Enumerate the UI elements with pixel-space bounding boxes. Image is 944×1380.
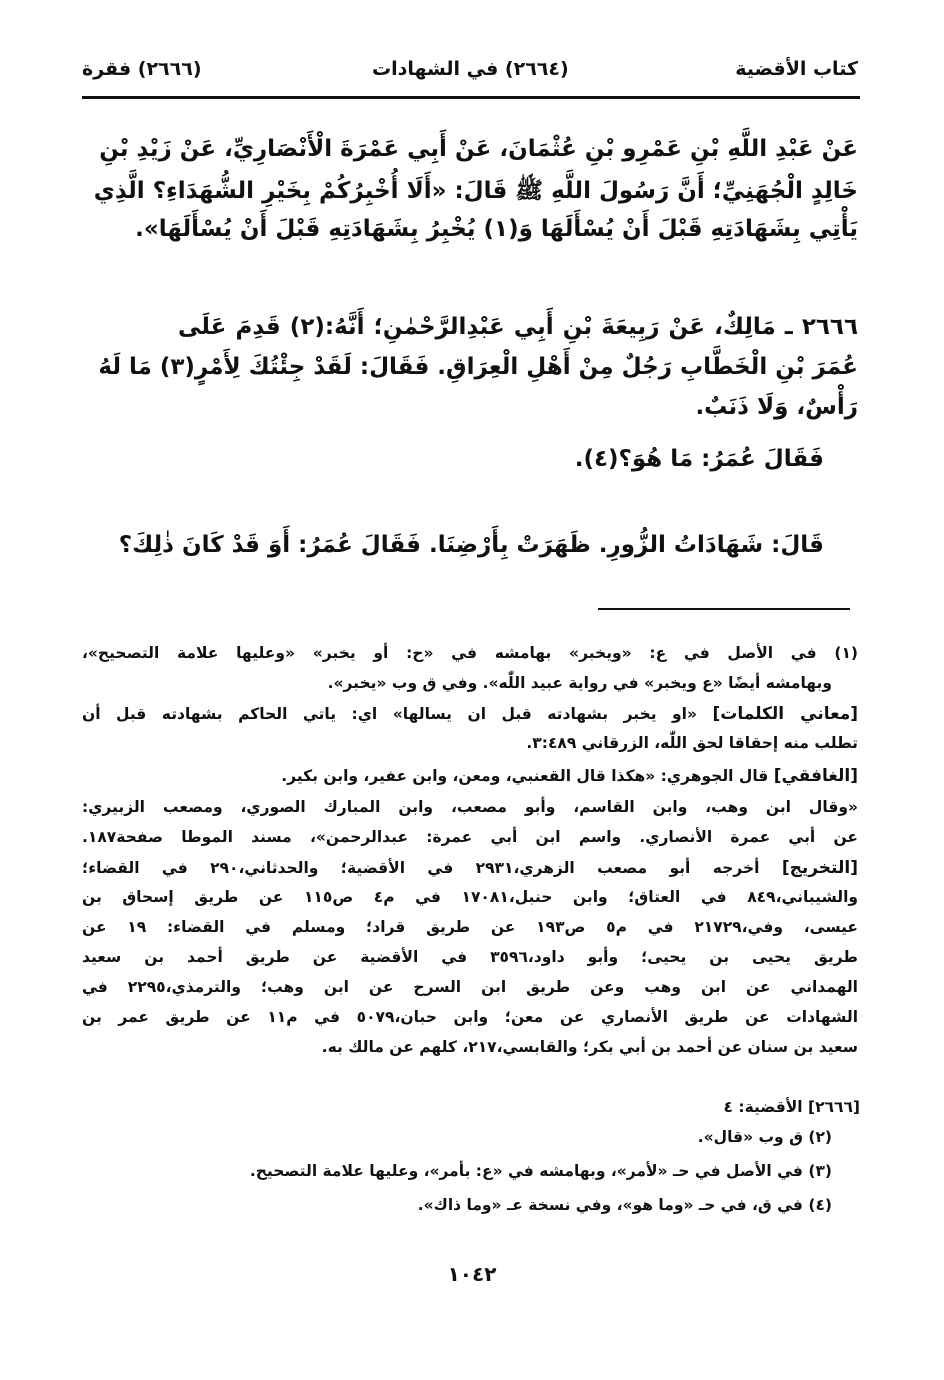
ghafiqi-note (82, 766, 858, 786)
takhrij-text: أخرجه أبو مصعب الزهري،٢٩٣١ في الأقضية؛ والحدثاني،٢٩٠ في القضاء؛ (82, 859, 760, 877)
hadith-line: فَقَالَ عُمَرُ: مَا هُوَ؟(٤). (574, 446, 824, 472)
hadith-line: ٢٦٦٦ ـ مَالِكٌ، عَنْ رَبِيعَةَ بْنِ أَبِي عَبْدِالرَّحْمٰنِ؛ أَنَّهُ:(٢) قَدِمَ عَلَى (178, 314, 858, 340)
maani-label: [معاني الكلمات] (712, 704, 858, 724)
hadith-line: يَأْتِي بِشَهَادَتِهِ قَبْلَ أَنْ يُسْأَلَهَا وَ(١) يُخْبِرُ بِشَهَادَتِهِ قَبْلَ أَنْ يُسْأَلَهَا». (135, 216, 858, 242)
footnote-1: (١) في الأصل في ع: «ويخبر» بهامشه في «ح: أو يخبر» «وعليها علامة التصحيح»، (82, 644, 858, 662)
takhrij-note: الشهادات عن طريق الأنصاري عن معن؛ وابن حبان،٥٠٧٩ في م١١ عن طريق عمر بن (82, 1008, 859, 1026)
hadith-line: رَأْسٌ، وَلَا ذَنَبٌ. (695, 394, 858, 420)
running-header-paragraph: (٢٦٦٦) فقرة (82, 58, 202, 80)
takhrij-note: طريق يحيى بن يحيى؛ وأبو داود،٣٥٩٦ في الأقضية عن طريق أحمد بن سعيد (82, 948, 858, 966)
takhrij-note: سعيد بن سنان عن أحمد بن أبي بكر؛ والقابسي،٢١٧، كلهم عن مالك به. (321, 1038, 858, 1056)
maani-text: «او يخبر بشهادته قبل ان يسالها» اي: ياتي الحاكم بشهادته قبل أن (82, 705, 697, 723)
maani-note (82, 704, 858, 724)
cross-reference: [٢٦٦٦] الأقضية: ٤ (723, 1098, 860, 1116)
hadith-line: قَالَ: شَهَادَاتُ الزُّورِ. ظَهَرَتْ بِأَرْضِنَا. فَقَالَ عُمَرُ: أَوَ قَدْ كَانَ ذٰلِكَ؟ (118, 532, 824, 558)
takhrij-note (82, 858, 858, 878)
hadith-line: عُمَرَ بْنِ الْخَطَّابِ رَجُلٌ مِنْ أَهْلِ الْعِرَاقِ. فَقَالَ: لَقَدْ جِئْتُكَ لِأَمْرٍ(٣) مَا لَهُ (98, 354, 858, 380)
takhrij-label: [التخريج] (781, 858, 858, 878)
ghafiqi-note: «وقال ابن وهب، وابن القاسم، وأبو مصعب، وابن المبارك الصوري، ومصعب الزبيري: (82, 798, 858, 816)
running-header-book: كتاب الأقضية (735, 58, 858, 80)
running-header-chapter: (٢٦٦٤) في الشهادات (372, 58, 569, 80)
ghafiqi-label: [الغافقي] (773, 766, 858, 786)
page-number: ١٠٤٢ (447, 1262, 497, 1286)
ghafiqi-text: قال الجوهري: «هكذا قال القعنبي، ومعن، وابن عفير، وابن بكير. (281, 767, 769, 785)
ghafiqi-note: عن أبي عمرة الأنصاري. واسم ابن أبي عمرة: عبدالرحمن»، مسند الموطا صفحة١٨٧. (82, 828, 858, 846)
takhrij-note: عيسى، وفي،٢١٧٢٩ في م٥ ص١٩٣ عن طريق قراد؛ ومسلم في القضاء: ١٩ عن (82, 918, 859, 936)
footnote-separator (598, 608, 850, 610)
hadith-line: خَالِدٍ الْجُهَنِيِّ؛ أَنَّ رَسُولَ اللَّهِ ﷺ قَالَ: «أَلَا أُخْبِرُكُمْ بِخَيْرِ الشُّهَدَاءِ؟ الَّذِي (93, 178, 858, 204)
header-rule (82, 96, 860, 99)
takhrij-note: الهمداني عن ابن وهب وعن طريق ابن السرح عن ابن وهب؛ والترمذي،٢٢٩٥ في (82, 978, 858, 996)
footnote-4: (٤) في ق، في حـ «وما هو»، وفي نسخة عـ «وما ذاك». (417, 1196, 832, 1214)
maani-note: تطلب منه إحقاقا لحق اللّٰه، الزرقاني ٣:٤٨٩. (526, 734, 858, 752)
footnote-1: وبهامشه أيضًا «ع ويخبر» في رواية عبيد اللّٰه». وفي ق وب «يخبر». (327, 674, 832, 692)
takhrij-note: والشيباني،٨٤٩ في العتاق؛ وابن حنبل،١٧٠٨١ في م٤ ص١١٥ عن طريق إسحاق بن (82, 888, 859, 906)
hadith-line: عَنْ عَبْدِ اللَّهِ بْنِ عَمْرِو بْنِ عُثْمَانَ، عَنْ أَبِي عَمْرَةَ الْأَنْصَارِيِّ، عَنْ زَيْدِ بْنِ (99, 136, 858, 162)
footnote-3: (٣) في الأصل في حـ «لأمر»، وبهامشه في «ع: بأمر»، وعليها علامة التصحيح. (249, 1162, 832, 1180)
footnote-2: (٢) ق وب «قال». (697, 1128, 832, 1146)
